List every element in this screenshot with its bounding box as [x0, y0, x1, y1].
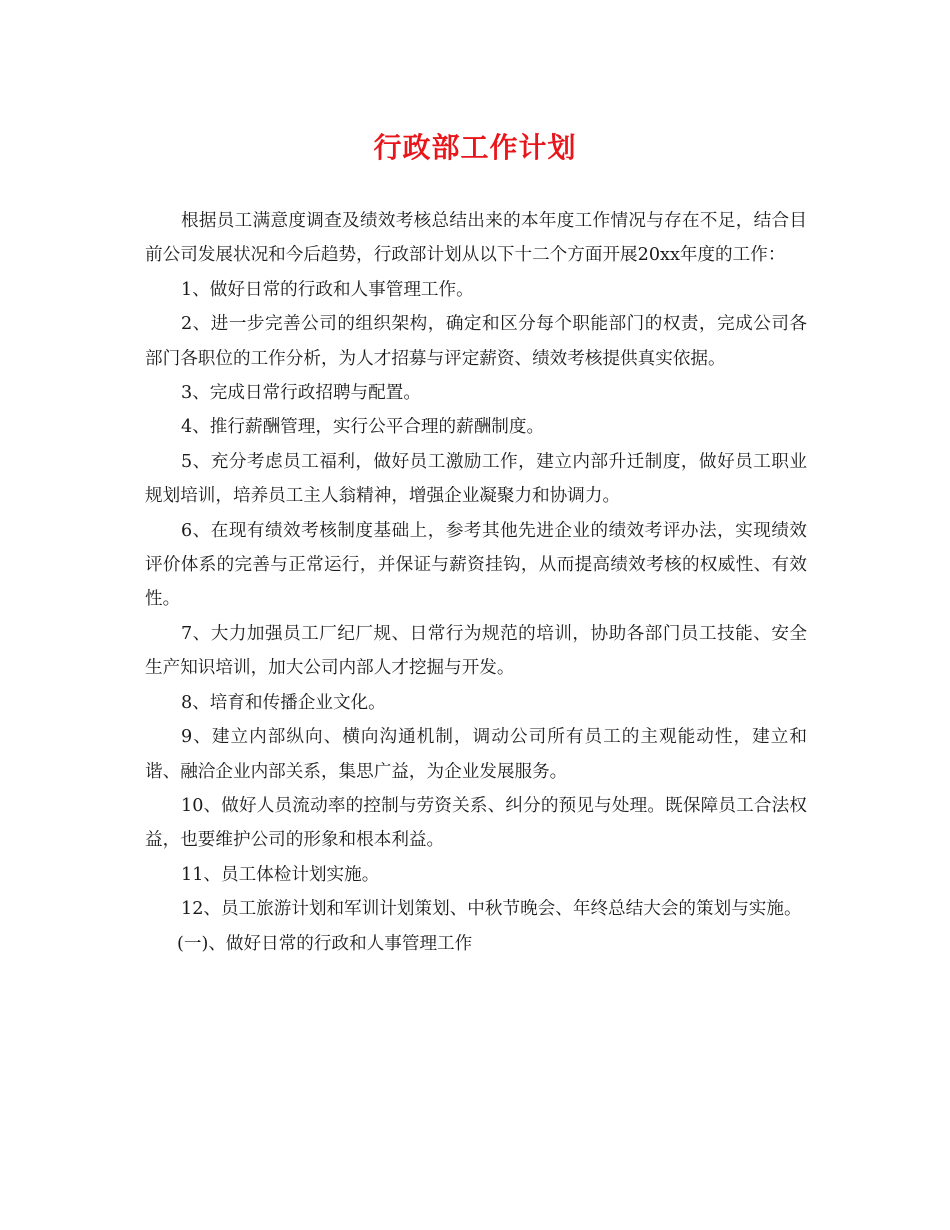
- plan-item-10: 10、做好人员流动率的控制与劳资关系、纠分的预见与处理。既保障员工合法权益，也要维护公司的形象和根本利益。: [145, 795, 807, 851]
- document-title: 行政部工作计划: [373, 131, 577, 164]
- document-body: [145, 204, 807, 961]
- plan-item-4: 4、推行薪酬管理，实行公平合理的薪酬制度。: [181, 417, 545, 438]
- plan-item-7: 7、大力加强员工厂纪厂规、日常行为规范的培训，协助各部门员工技能、安全生产知识培训，加大公司内部人才挖掘与开发。: [145, 623, 807, 679]
- plan-item-6: 6、在现有绩效考核制度基础上，参考其他先进企业的绩效考评办法，实现绩效评价体系的完善与正常运行，并保证与薪资挂钩，从而提高绩效考核的权威性、有效性。: [145, 520, 807, 610]
- plan-item-11: 11、员工体检计划实施。: [181, 864, 380, 885]
- plan-item-9: 9、建立内部纵向、横向沟通机制，调动公司所有员工的主观能动性，建立和谐、融洽企业内部关系，集思广益，为企业发展服务。: [145, 727, 807, 782]
- plan-item-8: 8、培育和传播企业文化。: [181, 692, 386, 713]
- section-heading-1: (一)、做好日常的行政和人事管理工作: [177, 933, 473, 954]
- plan-item-5: 5、充分考虑员工福利，做好员工激励工作，建立内部升迁制度，做好员工职业规划培训，培养员工主人翁精神，增强企业凝聚力和协调力。: [145, 451, 807, 507]
- intro-paragraph: 根据员工满意度调查及绩效考核总结出来的本年度工作情况与存在不足，结合目前公司发展状况和今后趋势，行政部计划从以下十二个方面开展20xx年度的工作：: [145, 211, 807, 266]
- plan-item-3: 3、完成日常行政招聘与配置。: [181, 383, 421, 404]
- plan-item-1: 1、做好日常的行政和人事管理工作。: [181, 279, 474, 300]
- plan-item-12: 12、员工旅游计划和军训计划策划、中秋节晚会、年终总结大会的策划与实施。: [181, 899, 802, 920]
- plan-item-2: 2、进一步完善公司的组织架构，确定和区分每个职能部门的权责，完成公司各部门各职位的工作分析，为人才招募与评定薪资、绩效考核提供真实依据。: [145, 314, 807, 369]
